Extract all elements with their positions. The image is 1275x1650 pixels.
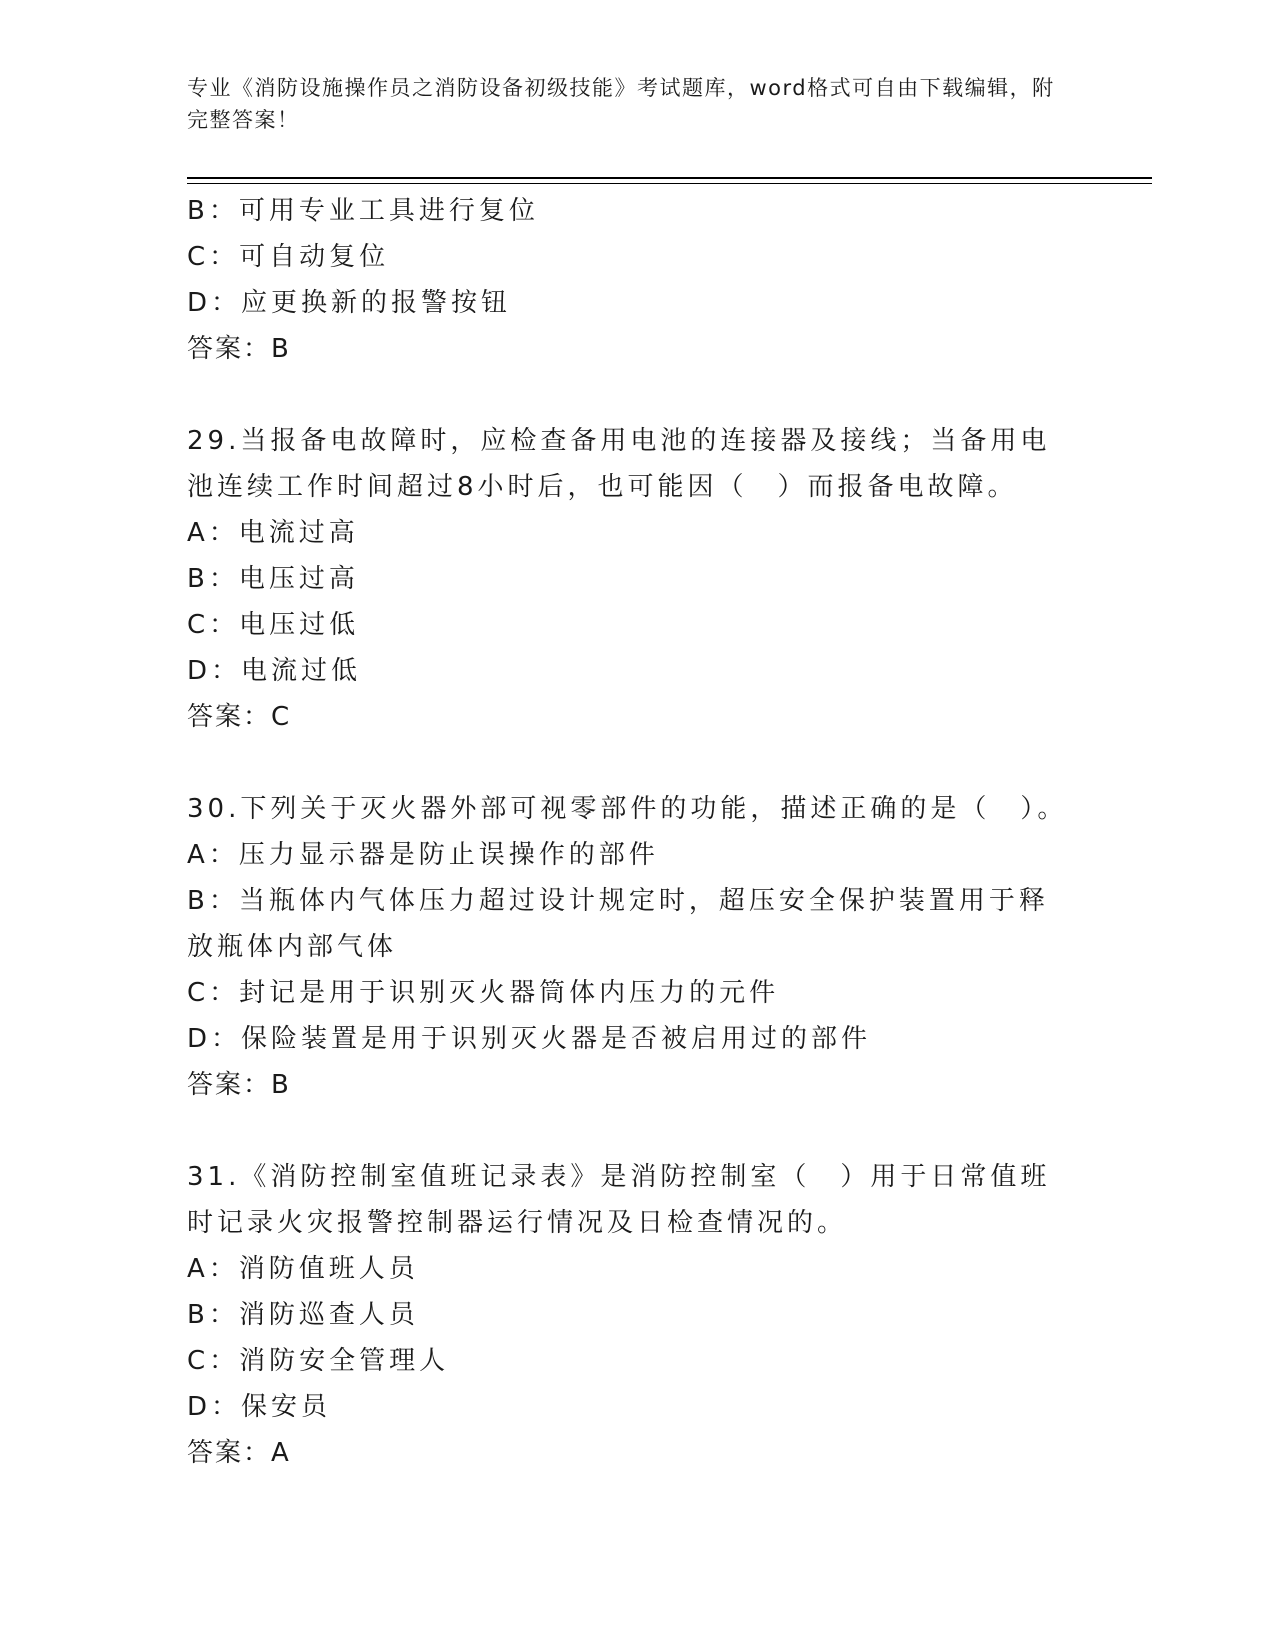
option-a: A：消防值班人员 — [187, 1254, 419, 1284]
question-stem: 30.下列关于灭火器外部可视零部件的功能，描述正确的是（ ）。 — [187, 794, 1068, 824]
header-rule-thin — [187, 183, 1152, 184]
previous-question-tail — [187, 188, 1077, 372]
question-30 — [187, 786, 1077, 1108]
option-a: A：压力显示器是防止误操作的部件 — [187, 840, 659, 870]
option-b: B：消防巡查人员 — [187, 1300, 419, 1330]
option-c: C：封记是用于识别灭火器筒体内压力的元件 — [187, 978, 780, 1008]
option-c: C：消防安全管理人 — [187, 1346, 450, 1376]
header-rule-thick — [187, 177, 1152, 179]
option-d: D：保安员 — [187, 1392, 332, 1422]
option-b: B：电压过高 — [187, 564, 359, 594]
question-29 — [187, 418, 1077, 740]
answer: 答案：C — [187, 702, 292, 732]
question-list — [187, 188, 1077, 1476]
option-b: B：当瓶体内气体压力超过设计规定时，超压安全保护装置用于释放瓶体内部气体 — [187, 886, 1049, 962]
option-b: B：可用专业工具进行复位 — [187, 196, 539, 226]
option-d: D：保险装置是用于识别灭火器是否被启用过的部件 — [187, 1024, 872, 1054]
option-d: D：电流过低 — [187, 656, 362, 686]
document-header: 专业《消防设施操作员之消防设备初级技能》考试题库，word格式可自由下载编辑，附完整答案！ — [187, 76, 1055, 132]
question-stem: 31.《消防控制室值班记录表》是消防控制室（ ）用于日常值班时记录火灾报警控制器运行情况及日检查情况的。 — [187, 1162, 1051, 1238]
option-c: C：电压过低 — [187, 610, 360, 640]
answer: 答案：B — [187, 1070, 291, 1100]
option-a: A：电流过高 — [187, 518, 359, 548]
answer: 答案：B — [187, 334, 291, 364]
answer: 答案：A — [187, 1438, 291, 1468]
option-d: D：应更换新的报警按钮 — [187, 288, 512, 318]
question-stem: 29.当报备电故障时，应检查备用电池的连接器及接线；当备用电池连续工作时间超过8小时后，也可能因（ ）而报备电故障。 — [187, 426, 1051, 502]
option-c: C：可自动复位 — [187, 242, 390, 272]
question-31 — [187, 1154, 1077, 1476]
